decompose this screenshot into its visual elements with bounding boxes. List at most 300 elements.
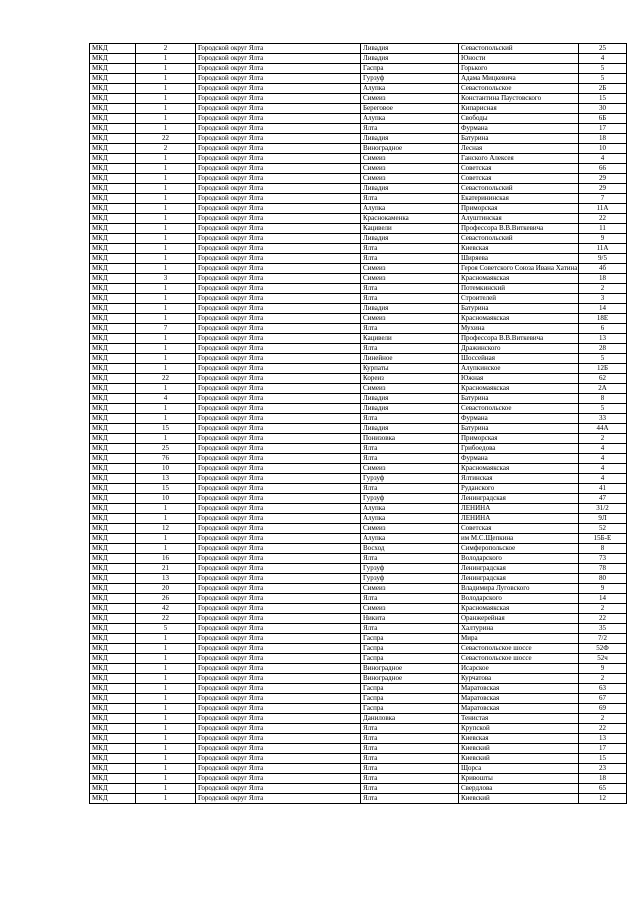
table-row xyxy=(90,474,627,484)
street-cell: Свободы xyxy=(459,114,579,124)
count-cell: 1 xyxy=(136,674,196,684)
street-cell: Севастопольское xyxy=(459,84,579,94)
table-row xyxy=(90,374,627,384)
municipality-cell: Городской округ Ялта xyxy=(196,464,361,474)
table-row xyxy=(90,354,627,364)
building-type-cell: МКД xyxy=(90,664,136,674)
street-cell: Советская xyxy=(459,174,579,184)
locality-cell: Алупка xyxy=(361,204,459,214)
house-number-cell: 12Б xyxy=(579,364,627,374)
building-type-cell: МКД xyxy=(90,344,136,354)
street-cell: Батурина xyxy=(459,134,579,144)
street-cell: Алуштинская xyxy=(459,214,579,224)
building-type-cell: МКД xyxy=(90,744,136,754)
municipality-cell: Городской округ Ялта xyxy=(196,364,361,374)
building-type-cell: МКД xyxy=(90,224,136,234)
table-row xyxy=(90,534,627,544)
table-row xyxy=(90,214,627,224)
street-cell: Екатерининская xyxy=(459,194,579,204)
count-cell: 4 xyxy=(136,394,196,404)
table-row xyxy=(90,554,627,564)
municipality-cell: Городской округ Ялта xyxy=(196,504,361,514)
house-number-cell: 2 xyxy=(579,284,627,294)
street-cell: Батурина xyxy=(459,394,579,404)
count-cell: 16 xyxy=(136,554,196,564)
count-cell: 1 xyxy=(136,794,196,804)
building-type-cell: МКД xyxy=(90,354,136,364)
street-cell: ЛЕНИНА xyxy=(459,514,579,524)
municipality-cell: Городской округ Ялта xyxy=(196,784,361,794)
building-type-cell: МКД xyxy=(90,474,136,484)
street-cell: Киевский xyxy=(459,794,579,804)
locality-cell: Ялта xyxy=(361,774,459,784)
table-row xyxy=(90,384,627,394)
count-cell: 1 xyxy=(136,244,196,254)
locality-cell: Ялта xyxy=(361,484,459,494)
building-type-cell: МКД xyxy=(90,684,136,694)
table-row xyxy=(90,284,627,294)
municipality-cell: Городской округ Ялта xyxy=(196,334,361,344)
house-number-cell: 35 xyxy=(579,624,627,634)
street-cell: Володарского xyxy=(459,594,579,604)
table-row xyxy=(90,154,627,164)
building-type-cell: МКД xyxy=(90,234,136,244)
count-cell: 1 xyxy=(136,114,196,124)
locality-cell: Гаспра xyxy=(361,684,459,694)
count-cell: 1 xyxy=(136,754,196,764)
building-type-cell: МКД xyxy=(90,434,136,444)
locality-cell: Симеиз xyxy=(361,154,459,164)
table-row xyxy=(90,734,627,744)
street-cell: Исарское xyxy=(459,664,579,674)
locality-cell: Ливадия xyxy=(361,424,459,434)
house-number-cell: 73 xyxy=(579,554,627,564)
house-number-cell: 2 xyxy=(579,674,627,684)
table-row xyxy=(90,694,627,704)
house-number-cell: 15 xyxy=(579,94,627,104)
count-cell: 26 xyxy=(136,594,196,604)
count-cell: 1 xyxy=(136,334,196,344)
street-cell: Крупской xyxy=(459,724,579,734)
table-row xyxy=(90,404,627,414)
street-cell: ЛЕНИНА xyxy=(459,504,579,514)
street-cell: Тенистая xyxy=(459,714,579,724)
house-number-cell: 15Б-Е xyxy=(579,534,627,544)
building-type-cell: МКД xyxy=(90,544,136,554)
table-row xyxy=(90,224,627,234)
municipality-cell: Городской округ Ялта xyxy=(196,664,361,674)
municipality-cell: Городской округ Ялта xyxy=(196,124,361,134)
table-row xyxy=(90,614,627,624)
municipality-cell: Городской округ Ялта xyxy=(196,674,361,684)
building-type-cell: МКД xyxy=(90,724,136,734)
locality-cell: Ливадия xyxy=(361,394,459,404)
table-row xyxy=(90,434,627,444)
municipality-cell: Городской округ Ялта xyxy=(196,684,361,694)
locality-cell: Гаспра xyxy=(361,634,459,644)
table-row xyxy=(90,664,627,674)
locality-cell: Гурзуф xyxy=(361,564,459,574)
municipality-cell: Городской округ Ялта xyxy=(196,484,361,494)
building-type-cell: МКД xyxy=(90,524,136,534)
table-row xyxy=(90,244,627,254)
count-cell: 1 xyxy=(136,294,196,304)
locality-cell: Алупка xyxy=(361,504,459,514)
table-row xyxy=(90,194,627,204)
locality-cell: Ялта xyxy=(361,194,459,204)
house-number-cell: 4 xyxy=(579,464,627,474)
table-row xyxy=(90,134,627,144)
table-row xyxy=(90,504,627,514)
house-number-cell: 22 xyxy=(579,724,627,734)
locality-cell: Ялта xyxy=(361,294,459,304)
building-type-cell: МКД xyxy=(90,104,136,114)
street-cell: Фурмана xyxy=(459,124,579,134)
locality-cell: Симеиз xyxy=(361,464,459,474)
house-number-cell: 78 xyxy=(579,564,627,574)
building-type-cell: МКД xyxy=(90,84,136,94)
table-row xyxy=(90,394,627,404)
count-cell: 22 xyxy=(136,134,196,144)
count-cell: 13 xyxy=(136,474,196,484)
street-cell: Шоссейная xyxy=(459,354,579,364)
count-cell: 7 xyxy=(136,324,196,334)
count-cell: 1 xyxy=(136,314,196,324)
locality-cell: Ялта xyxy=(361,254,459,264)
municipality-cell: Городской округ Ялта xyxy=(196,54,361,64)
street-cell: Юности xyxy=(459,54,579,64)
count-cell: 15 xyxy=(136,484,196,494)
street-cell: Владимира Луговского xyxy=(459,584,579,594)
municipality-cell: Городской округ Ялта xyxy=(196,374,361,384)
house-number-cell: 4 xyxy=(579,454,627,464)
house-number-cell: 62 xyxy=(579,374,627,384)
building-type-cell: МКД xyxy=(90,534,136,544)
locality-cell: Алупка xyxy=(361,84,459,94)
municipality-cell: Городской округ Ялта xyxy=(196,234,361,244)
municipality-cell: Городской округ Ялта xyxy=(196,404,361,414)
count-cell: 10 xyxy=(136,494,196,504)
locality-cell: Гаспра xyxy=(361,654,459,664)
house-number-cell: 44А xyxy=(579,424,627,434)
building-type-cell: МКД xyxy=(90,134,136,144)
street-cell: Мухина xyxy=(459,324,579,334)
municipality-cell: Городской округ Ялта xyxy=(196,384,361,394)
municipality-cell: Городской округ Ялта xyxy=(196,264,361,274)
count-cell: 1 xyxy=(136,254,196,264)
house-number-cell: 18 xyxy=(579,274,627,284)
count-cell: 1 xyxy=(136,194,196,204)
locality-cell: Гаспра xyxy=(361,644,459,654)
house-number-cell: 80 xyxy=(579,574,627,584)
street-cell: Лесная xyxy=(459,144,579,154)
building-type-cell: МКД xyxy=(90,154,136,164)
locality-cell: Ливадия xyxy=(361,44,459,54)
count-cell: 1 xyxy=(136,544,196,554)
building-type-cell: МКД xyxy=(90,464,136,474)
table-row xyxy=(90,364,627,374)
count-cell: 13 xyxy=(136,574,196,584)
count-cell: 1 xyxy=(136,284,196,294)
street-cell: Красномаякская xyxy=(459,314,579,324)
building-type-cell: МКД xyxy=(90,124,136,134)
street-cell: Щорса xyxy=(459,764,579,774)
count-cell: 1 xyxy=(136,174,196,184)
street-cell: Маратовская xyxy=(459,684,579,694)
count-cell: 1 xyxy=(136,304,196,314)
locality-cell: Симеиз xyxy=(361,524,459,534)
house-number-cell: 17 xyxy=(579,744,627,754)
house-number-cell: 14 xyxy=(579,304,627,314)
house-number-cell: 31/2 xyxy=(579,504,627,514)
count-cell: 1 xyxy=(136,364,196,374)
street-cell: Красномаякская xyxy=(459,384,579,394)
locality-cell: Алупка xyxy=(361,514,459,524)
locality-cell: Алупка xyxy=(361,114,459,124)
count-cell: 1 xyxy=(136,184,196,194)
locality-cell: Виноградное xyxy=(361,144,459,154)
locality-cell: Кацивели xyxy=(361,334,459,344)
table-row xyxy=(90,94,627,104)
locality-cell: Ялта xyxy=(361,244,459,254)
municipality-cell: Городской округ Ялта xyxy=(196,604,361,614)
municipality-cell: Городской округ Ялта xyxy=(196,174,361,184)
street-cell: Киевская xyxy=(459,734,579,744)
municipality-cell: Городской округ Ялта xyxy=(196,224,361,234)
building-type-cell: МКД xyxy=(90,164,136,174)
house-number-cell: 52ч xyxy=(579,654,627,664)
locality-cell: Никита xyxy=(361,614,459,624)
street-cell: Ялтинская xyxy=(459,474,579,484)
building-type-cell: МКД xyxy=(90,254,136,264)
house-number-cell: 14 xyxy=(579,594,627,604)
count-cell: 1 xyxy=(136,264,196,274)
building-type-cell: МКД xyxy=(90,414,136,424)
building-type-cell: МКД xyxy=(90,374,136,384)
locality-cell: Гаспра xyxy=(361,704,459,714)
locality-cell: Понизовка xyxy=(361,434,459,444)
house-number-cell: 2 xyxy=(579,434,627,444)
building-type-cell: МКД xyxy=(90,454,136,464)
count-cell: 22 xyxy=(136,374,196,384)
house-number-cell: 13 xyxy=(579,734,627,744)
locality-cell: Виноградное xyxy=(361,664,459,674)
street-cell: Приморская xyxy=(459,204,579,214)
street-cell: Грибоедова xyxy=(459,444,579,454)
building-type-cell: МКД xyxy=(90,304,136,314)
count-cell: 22 xyxy=(136,614,196,624)
street-cell: Симферопольское xyxy=(459,544,579,554)
street-cell: Свердлова xyxy=(459,784,579,794)
municipality-cell: Городской округ Ялта xyxy=(196,624,361,634)
locality-cell: Береговое xyxy=(361,104,459,114)
count-cell: 1 xyxy=(136,74,196,84)
locality-cell: Ливадия xyxy=(361,134,459,144)
locality-cell: Ливадия xyxy=(361,54,459,64)
municipality-cell: Городской округ Ялта xyxy=(196,84,361,94)
building-type-cell: МКД xyxy=(90,274,136,284)
count-cell: 1 xyxy=(136,414,196,424)
house-number-cell: 33 xyxy=(579,414,627,424)
locality-cell: Даниловка xyxy=(361,714,459,724)
table-row xyxy=(90,424,627,434)
house-number-cell: 29 xyxy=(579,174,627,184)
building-type-cell: МКД xyxy=(90,74,136,84)
table-row xyxy=(90,784,627,794)
locality-cell: Восход xyxy=(361,544,459,554)
building-type-cell: МКД xyxy=(90,364,136,374)
street-cell: Ленинградская xyxy=(459,564,579,574)
building-type-cell: МКД xyxy=(90,194,136,204)
locality-cell: Ялта xyxy=(361,754,459,764)
locality-cell: Ялта xyxy=(361,454,459,464)
building-type-cell: МКД xyxy=(90,504,136,514)
municipality-cell: Городской округ Ялта xyxy=(196,744,361,754)
locality-cell: Ялта xyxy=(361,284,459,294)
house-number-cell: 22 xyxy=(579,614,627,624)
locality-cell: Ялта xyxy=(361,624,459,634)
municipality-cell: Городской округ Ялта xyxy=(196,594,361,604)
table-row xyxy=(90,574,627,584)
municipality-cell: Городской округ Ялта xyxy=(196,574,361,584)
count-cell: 1 xyxy=(136,684,196,694)
count-cell: 1 xyxy=(136,434,196,444)
house-number-cell: 4 xyxy=(579,54,627,64)
house-number-cell: 18Е xyxy=(579,314,627,324)
street-cell: Халтурина xyxy=(459,624,579,634)
table-row xyxy=(90,754,627,764)
table-row xyxy=(90,114,627,124)
municipality-cell: Городской округ Ялта xyxy=(196,44,361,54)
street-cell: Володарского xyxy=(459,554,579,564)
street-cell: Батурина xyxy=(459,424,579,434)
house-number-cell: 9 xyxy=(579,234,627,244)
street-cell: Севастопольский xyxy=(459,234,579,244)
street-cell: Маратовская xyxy=(459,694,579,704)
street-cell: Оранжерейная xyxy=(459,614,579,624)
house-number-cell: 28 xyxy=(579,344,627,354)
locality-cell: Ялта xyxy=(361,784,459,794)
table-row xyxy=(90,594,627,604)
table-row xyxy=(90,714,627,724)
table-row xyxy=(90,414,627,424)
street-cell: Константина Паустовского xyxy=(459,94,579,104)
municipality-cell: Городской округ Ялта xyxy=(196,254,361,264)
locality-cell: Кореиз xyxy=(361,374,459,384)
building-type-cell: МКД xyxy=(90,764,136,774)
house-number-cell: 25 xyxy=(579,44,627,54)
count-cell: 1 xyxy=(136,204,196,214)
locality-cell: Краснокаменка xyxy=(361,214,459,224)
count-cell: 1 xyxy=(136,54,196,64)
count-cell: 1 xyxy=(136,214,196,224)
building-type-cell: МКД xyxy=(90,654,136,664)
street-cell: Севастопольское шоссе xyxy=(459,654,579,664)
count-cell: 1 xyxy=(136,124,196,134)
municipality-cell: Городской округ Ялта xyxy=(196,564,361,574)
count-cell: 2 xyxy=(136,144,196,154)
building-type-cell: МКД xyxy=(90,644,136,654)
house-number-cell: 2Б xyxy=(579,84,627,94)
building-type-cell: МКД xyxy=(90,484,136,494)
locality-cell: Ялта xyxy=(361,724,459,734)
building-type-cell: МКД xyxy=(90,184,136,194)
municipality-cell: Городской округ Ялта xyxy=(196,74,361,84)
house-number-cell: 47 xyxy=(579,494,627,504)
locality-cell: Гурзуф xyxy=(361,474,459,484)
locality-cell: Симеиз xyxy=(361,604,459,614)
municipality-cell: Городской округ Ялта xyxy=(196,654,361,664)
house-number-cell: 5 xyxy=(579,354,627,364)
house-number-cell: 8 xyxy=(579,394,627,404)
municipality-cell: Городской округ Ялта xyxy=(196,454,361,464)
count-cell: 1 xyxy=(136,404,196,414)
building-type-cell: МКД xyxy=(90,714,136,724)
building-type-cell: МКД xyxy=(90,624,136,634)
locality-cell: Ялта xyxy=(361,734,459,744)
building-type-cell: МКД xyxy=(90,564,136,574)
count-cell: 42 xyxy=(136,604,196,614)
street-cell: Киевский xyxy=(459,744,579,754)
house-number-cell: 67 xyxy=(579,694,627,704)
municipality-cell: Городской округ Ялта xyxy=(196,314,361,324)
municipality-cell: Городской округ Ялта xyxy=(196,394,361,404)
street-cell: Фурмана xyxy=(459,454,579,464)
municipality-cell: Городской округ Ялта xyxy=(196,754,361,764)
municipality-cell: Городской округ Ялта xyxy=(196,764,361,774)
locality-cell: Ялта xyxy=(361,124,459,134)
building-type-cell: МКД xyxy=(90,44,136,54)
table-row xyxy=(90,334,627,344)
house-number-cell: 18 xyxy=(579,134,627,144)
locality-cell: Линейное xyxy=(361,354,459,364)
count-cell: 15 xyxy=(136,424,196,434)
house-number-cell: 9/5 xyxy=(579,254,627,264)
locality-cell: Симеиз xyxy=(361,274,459,284)
locality-cell: Ялта xyxy=(361,594,459,604)
count-cell: 1 xyxy=(136,744,196,754)
street-cell: Руданского xyxy=(459,484,579,494)
street-cell: Батурина xyxy=(459,304,579,314)
table-row xyxy=(90,684,627,694)
building-type-cell: МКД xyxy=(90,174,136,184)
count-cell: 1 xyxy=(136,104,196,114)
locality-cell: Ялта xyxy=(361,794,459,804)
locality-cell: Гурзуф xyxy=(361,494,459,504)
building-type-cell: МКД xyxy=(90,214,136,224)
table-row xyxy=(90,524,627,534)
table-row xyxy=(90,514,627,524)
locality-cell: Симеиз xyxy=(361,174,459,184)
count-cell: 1 xyxy=(136,234,196,244)
house-number-cell: 12 xyxy=(579,794,627,804)
locality-cell: Ялта xyxy=(361,444,459,454)
house-number-cell: 6Б xyxy=(579,114,627,124)
housing-table xyxy=(89,43,627,804)
house-number-cell: 5 xyxy=(579,404,627,414)
count-cell: 1 xyxy=(136,664,196,674)
count-cell: 1 xyxy=(136,654,196,664)
house-number-cell: 4 xyxy=(579,154,627,164)
street-cell: Кипарисная xyxy=(459,104,579,114)
municipality-cell: Городской округ Ялта xyxy=(196,544,361,554)
locality-cell: Ливадия xyxy=(361,234,459,244)
building-type-cell: МКД xyxy=(90,704,136,714)
house-number-cell: 8 xyxy=(579,544,627,554)
house-number-cell: 2 xyxy=(579,714,627,724)
municipality-cell: Городской округ Ялта xyxy=(196,724,361,734)
table-row xyxy=(90,724,627,734)
